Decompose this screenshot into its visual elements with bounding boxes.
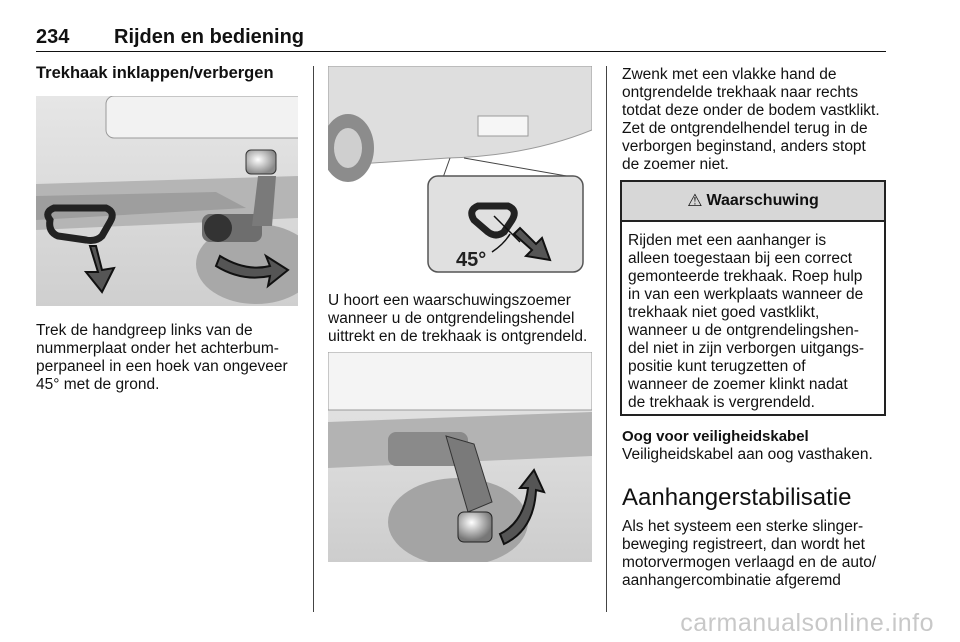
text-line: motorvermogen verlaagd en de auto/ [622, 554, 877, 571]
text-line: Als het systeem een sterke slinger- [622, 518, 864, 535]
text-line: Zwenk met een vlakke hand de [622, 66, 837, 83]
text-line: wanneer u de ontgrendelingshen- [628, 322, 859, 339]
section-title: Trekhaak inklappen/verbergen [36, 64, 274, 82]
text-line: Zet de ontgrendelhendel terug in de [622, 120, 868, 137]
paragraph-trailer-stability [622, 518, 876, 590]
text-line: in van een werkplaats wanneer de [628, 286, 864, 303]
text-line: Veiligheidskabel aan oog vasthaken. [622, 446, 873, 463]
page-number: 234 [36, 26, 70, 48]
column-divider-1 [313, 66, 314, 612]
angle-label: 45° [456, 249, 487, 271]
heading-trailer-stability: Aanhangerstabilisatie [622, 484, 852, 511]
text-line: U hoort een waarschuwingszoemer [328, 292, 571, 309]
paragraph-warning-buzzer [328, 292, 587, 346]
text-line: totdat deze onder de bodem vastklikt. [622, 102, 880, 119]
text-line: positie kunt terugzetten of [628, 358, 806, 375]
text-line: del niet in zijn verborgen uitgangs- [628, 340, 865, 357]
text-line: nummerplaat onder het achterbum- [36, 340, 279, 357]
illustration-car-rear-45deg [328, 66, 592, 276]
illustration-swing-hook [328, 352, 592, 562]
page-header [36, 26, 886, 52]
column-divider-2 [606, 66, 607, 612]
watermark: carmanualsonline.info [680, 609, 934, 637]
text-line: trekhaak niet goed vastklikt, [628, 304, 820, 321]
warning-icon: ⚠ [687, 191, 703, 210]
text-line: wanneer u de ontgrendelingshendel [328, 310, 575, 327]
text-line: wanneer de zoemer klinkt nadat [628, 376, 848, 393]
text-line: de trekhaak is vergrendeld. [628, 394, 815, 411]
chapter-title: Rijden en bediening [114, 26, 305, 48]
illustration-release-handle [36, 96, 298, 306]
paragraph-pull-handle [36, 322, 288, 394]
subheading-safety-cable: Oog voor veiligheidskabel [622, 428, 809, 445]
text-line: gemonteerde trekhaak. Roep hulp [628, 268, 863, 285]
warning-box [620, 180, 886, 416]
text-line: verborgen beginstand, anders stopt [622, 138, 866, 155]
text-line: 45° met de grond. [36, 376, 160, 393]
paragraph-safety-cable [622, 446, 873, 464]
warning-body [622, 222, 884, 412]
text-line: uittrekt en de trekhaak is ontgrendeld. [328, 328, 588, 345]
warning-header [622, 182, 884, 222]
text-line: aanhangercombinatie afgeremd [622, 572, 841, 589]
text-line: alleen toegestaan bij een correct [628, 250, 853, 267]
text-line: Rijden met een aanhanger is [628, 232, 827, 249]
text-line: perpaneel in een hoek van ongeveer [36, 358, 288, 375]
text-line: de zoemer niet. [622, 156, 729, 173]
text-line: beweging registreert, dan wordt het [622, 536, 865, 553]
text-line: ontgrendelde trekhaak naar rechts [622, 84, 859, 101]
paragraph-swing-hook [622, 66, 880, 174]
warning-title: Waarschuwing [706, 192, 819, 209]
text-line: Trek de handgreep links van de [36, 322, 253, 339]
